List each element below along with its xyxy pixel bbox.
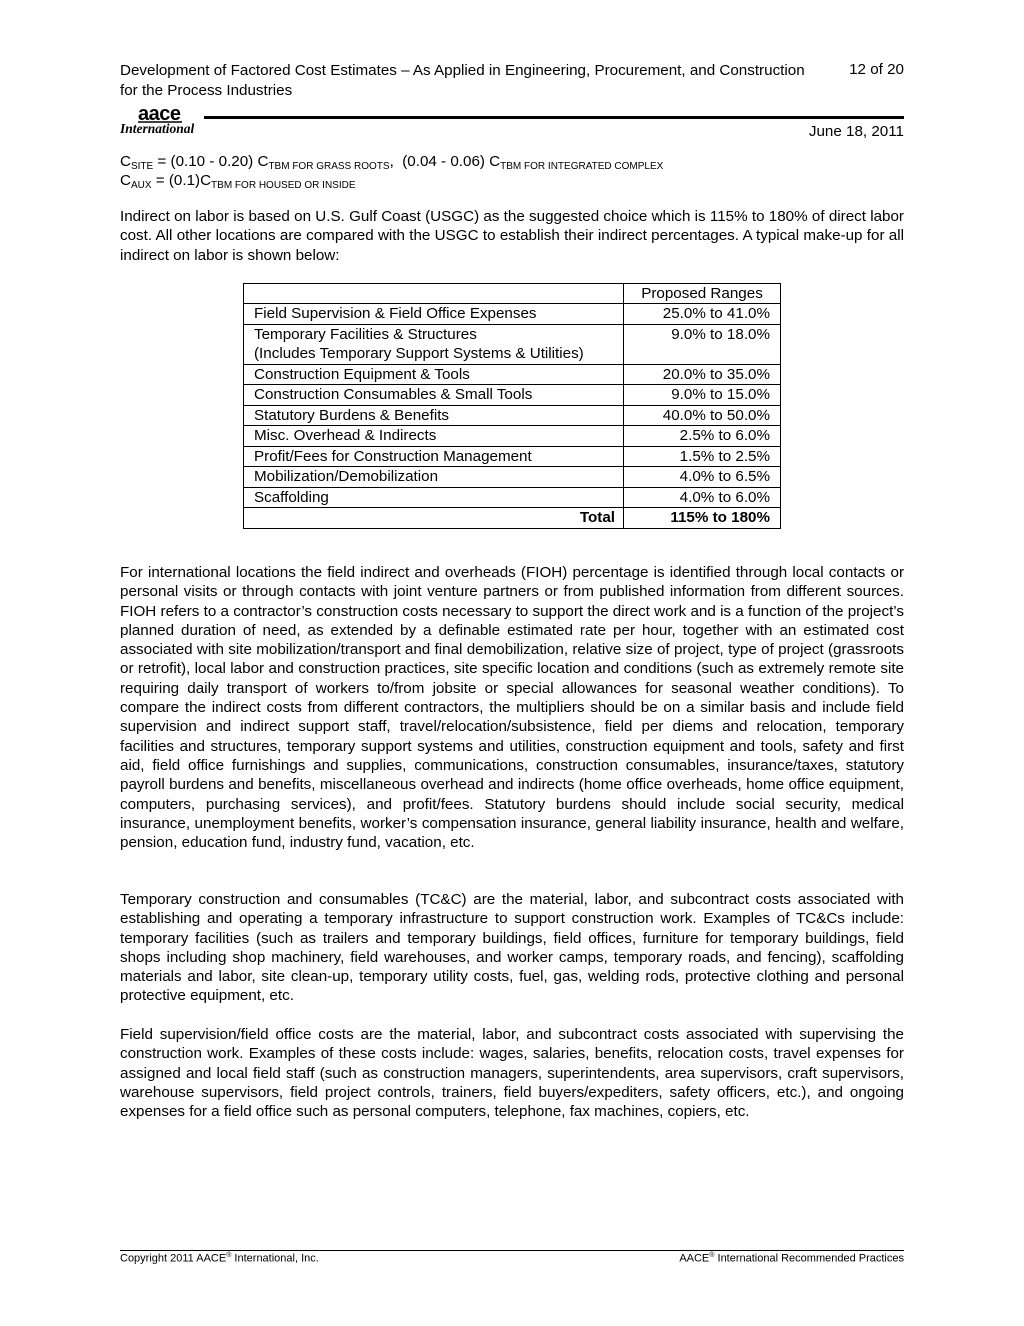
row-item: Statutory Burdens & Benefits [244, 405, 624, 426]
aace-logo [120, 104, 206, 136]
formula-site: $C_{SITE} = (0.10 - 0.20)$ $C_{TBM FOR GRASS ROOTS}$, (0.04 - 0.06) $C_{TBM FOR INTEGRATED COMPLEX}$ [120, 153, 664, 172]
table-row [244, 405, 781, 426]
table-row [244, 304, 781, 325]
logo-text-bottom: International [120, 121, 195, 136]
row-range: 9.0% to 15.0% [624, 385, 781, 406]
total-range: 115% to 180% [624, 508, 781, 529]
row-range: 40.0% to 50.0% [624, 405, 781, 426]
footer-series: AACE® International Recommended Practices [679, 1252, 904, 1265]
table-row [244, 364, 781, 385]
tcc-paragraph: Temporary construction and consumables (TC&C) are the material, labor, and subcontract costs associated with establishing and operating a temporary infrastructure to support construction work. Examples of TC&Cs include: temporary facilities (such as trailers and temporary buildings, field offices, furniture for temporary buildings, field shops including shop machinery, field warehouses, and worker camps, temporary roads, and fencing), scaffolding materials and labor, site clean-up, temporary utility costs, fuel, gas, welding rods, protective clothing and personal protective equipment, etc. [120, 891, 904, 1005]
indirect-labor-table [243, 283, 781, 529]
footer-rule [120, 1250, 904, 1251]
table-row [244, 426, 781, 447]
row-item: Mobilization/Demobilization [244, 467, 624, 488]
row-item: Field Supervision & Field Office Expenses [244, 304, 624, 325]
total-label: Total [244, 508, 624, 529]
formula-aux: $C_{AUX} = (0.1)C_{TBM FOR HOUSED OR INSIDE}$ [120, 172, 356, 191]
row-range: 25.0% to 41.0% [624, 304, 781, 325]
row-range: 4.0% to 6.0% [624, 487, 781, 508]
header-blank-cell [244, 284, 624, 304]
row-range: 20.0% to 35.0% [624, 364, 781, 385]
row-item: Construction Equipment & Tools [244, 364, 624, 385]
row-range: 9.0% to 18.0% [624, 324, 781, 364]
logo-text-top: aace [138, 104, 181, 125]
row-item: Scaffolding [244, 487, 624, 508]
intro-paragraph: Indirect on labor is based on U.S. Gulf Coast (USGC) as the suggested choice which is 115% to 180% of direct labor cost. All other locations are compared with the USGC to establish their indirect percentages. A typical make-up for all indirect on labor is shown below: [120, 208, 904, 264]
column-header-ranges: Proposed Ranges [624, 284, 781, 304]
row-item: Profit/Fees for Construction Management [244, 446, 624, 467]
table-row [244, 324, 781, 364]
footer-copyright: Copyright 2011 AACE® International, Inc. [120, 1252, 319, 1265]
row-item: Temporary Facilities & Structures (Includes Temporary Support Systems & Utilities) [244, 324, 624, 364]
page-number: 12 of 20 [849, 61, 904, 78]
table-total-row [244, 508, 781, 529]
fioh-paragraph: For international locations the field indirect and overheads (FIOH) percentage is identified through local contacts or personal visits or through contacts with joint venture partners or from published information from different sources. FIOH refers to a contractor’s construction costs necessary to support the direct work and is a function of the project’s planned duration of need, as extended by a definable estimated rate per hour, together with an estimated cost associated with site mobilization/transport and final demobilization, relative size of project, type of project (grassroots or retrofit), local labor and construction practices, site specific location and conditions (such as extremely remote site requiring daily transport of workers to/from jobsite or special allowances for seasonal weather conditions). To compare the indirect costs from different contractors, the multipliers should be on a similar basis and include field supervision and indirect support staff, travel/relocation/subsistence, field per diems and relocation, temporary facilities and structures, temporary support systems and utilities, construction equipment and tools, safety and first aid, field office furnishings and supplies, communications, construction consumables, insurance/taxes, statutory payroll burdens and benefits, miscellaneous overhead and indirects (home office overheads, home office equipment, computers, purchasing services), and profit/fees. Statutory burdens should include social security, medical insurance, unemployment benefits, worker’s compensation insurance, general liability insurance, health and welfare, pension, education fund, industry fund, vacation, etc. [120, 564, 904, 852]
row-item: Construction Consumables & Small Tools [244, 385, 624, 406]
table-row [244, 446, 781, 467]
table-header-row [244, 284, 781, 304]
row-range: 4.0% to 6.5% [624, 467, 781, 488]
row-range: 2.5% to 6.0% [624, 426, 781, 447]
row-item: Misc. Overhead & Indirects [244, 426, 624, 447]
field-supervision-paragraph: Field supervision/field office costs are the material, labor, and subcontract costs associated with supervising the construction work. Examples of these costs include: wages, salaries, benefits, relocation costs, travel expenses for assigned and local field staff (such as construction managers, superintendents, area supervisors, craft supervisors, warehouse supervisors, field project controls, trainers, field buyers/expediters, safety officers, etc.), and ongoing expenses for a field office such as personal computers, telephone, fax machines, copiers, etc. [120, 1026, 904, 1121]
row-range: 1.5% to 2.5% [624, 446, 781, 467]
table-row [244, 385, 781, 406]
document-date: June 18, 2011 [808, 123, 904, 140]
header-rule [204, 116, 904, 119]
document-title: Development of Factored Cost Estimates – As Applied in Engineering, Procurement, and Construction for the Process Industries [120, 62, 805, 99]
table-row [244, 487, 781, 508]
table-row [244, 467, 781, 488]
